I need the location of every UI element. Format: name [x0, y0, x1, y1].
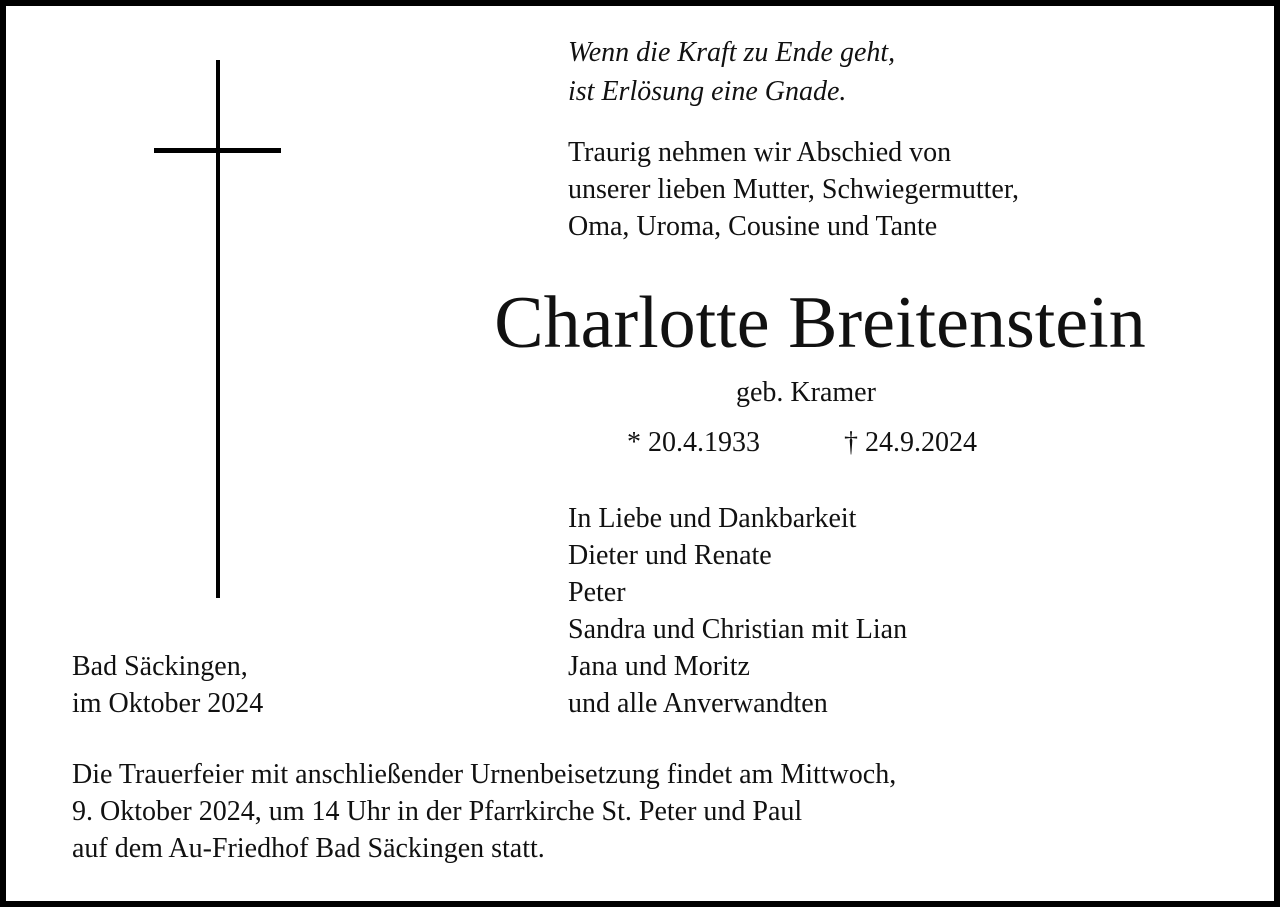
maiden-name: geb. Kramer — [736, 377, 876, 408]
family-line: In Liebe und Dankbarkeit — [568, 503, 857, 534]
family-line: Peter — [568, 577, 626, 608]
death-date: † 24.9.2024 — [844, 427, 977, 458]
family-line: Sandra und Christian mit Lian — [568, 614, 908, 645]
intro-line: Traurig nehmen wir Abschied von — [568, 137, 952, 168]
place-and-date — [72, 648, 263, 722]
cross-horizontal-bar — [154, 148, 281, 153]
intro-text — [568, 134, 1019, 245]
funeral-service-notice — [72, 756, 896, 867]
intro-line: unserer lieben Mutter, Schwiegermutter, — [568, 174, 1020, 205]
motto-line: ist Erlösung eine Gnade. — [568, 76, 847, 107]
family-line: und alle Anverwandten — [568, 688, 828, 719]
deceased-name: Charlotte Breitenstein — [494, 282, 1146, 364]
place-line: Bad Säckingen, — [72, 651, 248, 682]
birth-date: * 20.4.1933 — [627, 427, 760, 458]
motto-line: Wenn die Kraft zu Ende geht, — [568, 37, 896, 68]
date-line: im Oktober 2024 — [72, 688, 264, 719]
family-line: Jana und Moritz — [568, 651, 750, 682]
service-line: Die Trauerfeier mit anschließender Urnenbeisetzung findet am Mittwoch, — [72, 759, 897, 790]
service-line: auf dem Au-Friedhof Bad Säckingen statt. — [72, 833, 545, 864]
family-line: Dieter und Renate — [568, 540, 772, 571]
family-list — [568, 500, 907, 722]
service-line: 9. Oktober 2024, um 14 Uhr in der Pfarrkirche St. Peter und Paul — [72, 796, 803, 827]
motto-quote — [568, 33, 895, 111]
intro-line: Oma, Uroma, Cousine und Tante — [568, 211, 938, 242]
